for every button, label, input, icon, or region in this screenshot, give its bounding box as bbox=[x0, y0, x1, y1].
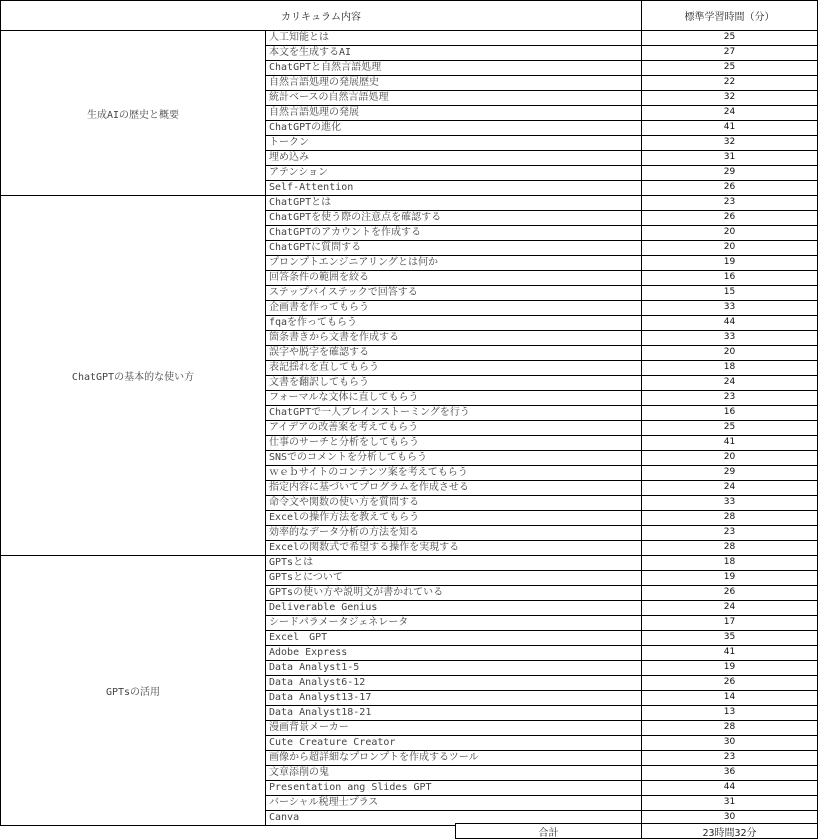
topic-cell: 効率的なデータ分析の方法を知る bbox=[265, 525, 642, 541]
topic-cell: 本文を生成するAI bbox=[265, 45, 642, 61]
topic-cell: フォーマルな文体に直してもらう bbox=[265, 390, 642, 406]
minutes-cell: 31 bbox=[641, 795, 818, 811]
total-label: 合計 bbox=[455, 823, 642, 839]
topic-cell: アイデアの改善案を考えてもらう bbox=[265, 420, 642, 436]
minutes-cell: 44 bbox=[641, 780, 818, 796]
topic-cell: 命令文や関数の使い方を質問する bbox=[265, 495, 642, 511]
topic-cell: Data Analyst13-17 bbox=[265, 690, 642, 706]
minutes-cell: 36 bbox=[641, 765, 818, 781]
minutes-cell: 20 bbox=[641, 240, 818, 256]
minutes-cell: 32 bbox=[641, 90, 818, 106]
topic-cell: Data Analyst1-5 bbox=[265, 660, 642, 676]
minutes-cell: 20 bbox=[641, 450, 818, 466]
minutes-cell: 24 bbox=[641, 600, 818, 616]
category-cell: 生成AIの歴史と概要 bbox=[0, 30, 266, 196]
topic-cell: GPTsとは bbox=[265, 555, 642, 571]
category-cell: ChatGPTの基本的な使い方 bbox=[0, 195, 266, 556]
minutes-cell: 29 bbox=[641, 165, 818, 181]
topic-cell: 仕事のサーチと分析をしてもらう bbox=[265, 435, 642, 451]
minutes-cell: 30 bbox=[641, 735, 818, 751]
topic-cell: GPTsの使い方や説明文が書かれている bbox=[265, 585, 642, 601]
topic-cell: 誤字や脱字を確認する bbox=[265, 345, 642, 361]
minutes-cell: 41 bbox=[641, 120, 818, 136]
topic-cell: 箇条書きから文書を作成する bbox=[265, 330, 642, 346]
minutes-cell: 14 bbox=[641, 690, 818, 706]
minutes-cell: 23 bbox=[641, 750, 818, 766]
minutes-cell: 33 bbox=[641, 495, 818, 511]
topic-cell: Data Analyst18-21 bbox=[265, 705, 642, 721]
topic-cell: ｗｅｂサイトのコンテンツ案を考えてもらう bbox=[265, 465, 642, 481]
topic-cell: Excelの操作方法を教えてもらう bbox=[265, 510, 642, 526]
topic-cell: ChatGPTに質問する bbox=[265, 240, 642, 256]
topic-cell: Canva bbox=[265, 810, 642, 826]
topic-cell: GPTsとについて bbox=[265, 570, 642, 586]
topic-cell: Adobe Express bbox=[265, 645, 642, 661]
minutes-cell: 28 bbox=[641, 540, 818, 556]
topic-cell: シードパラメータジェネレータ bbox=[265, 615, 642, 631]
minutes-cell: 24 bbox=[641, 375, 818, 391]
minutes-cell: 15 bbox=[641, 285, 818, 301]
minutes-cell: 28 bbox=[641, 720, 818, 736]
topic-cell: Excel GPT bbox=[265, 630, 642, 646]
topic-cell: 回答条件の範囲を絞る bbox=[265, 270, 642, 286]
minutes-cell: 25 bbox=[641, 60, 818, 76]
minutes-cell: 23 bbox=[641, 525, 818, 541]
topic-cell: Excelの関数式で希望する操作を実現する bbox=[265, 540, 642, 556]
topic-cell: Presentation ang Slides GPT bbox=[265, 780, 642, 796]
topic-cell: 埋め込み bbox=[265, 150, 642, 166]
minutes-cell: 26 bbox=[641, 180, 818, 196]
topic-cell: ChatGPTで一人ブレインストーミングを行う bbox=[265, 405, 642, 421]
minutes-cell: 26 bbox=[641, 675, 818, 691]
topic-cell: Deliverable Genius bbox=[265, 600, 642, 616]
topic-cell: ChatGPTとは bbox=[265, 195, 642, 211]
minutes-cell: 16 bbox=[641, 405, 818, 421]
minutes-cell: 25 bbox=[641, 30, 818, 46]
curriculum-header: カリキュラム内容 bbox=[0, 0, 642, 31]
minutes-cell: 41 bbox=[641, 645, 818, 661]
minutes-cell: 13 bbox=[641, 705, 818, 721]
topic-cell: SNSでのコメントを分析してもらう bbox=[265, 450, 642, 466]
minutes-cell: 35 bbox=[641, 630, 818, 646]
topic-cell: 企画書を作ってもらう bbox=[265, 300, 642, 316]
minutes-cell: 16 bbox=[641, 270, 818, 286]
topic-cell: 文章添削の鬼 bbox=[265, 765, 642, 781]
minutes-cell: 18 bbox=[641, 555, 818, 571]
topic-cell: 自然言語処理の発展 bbox=[265, 105, 642, 121]
topic-cell: 指定内容に基づいてプログラムを作成させる bbox=[265, 480, 642, 496]
topic-cell: バーシャル税理士プラス bbox=[265, 795, 642, 811]
minutes-cell: 27 bbox=[641, 45, 818, 61]
minutes-cell: 23 bbox=[641, 195, 818, 211]
topic-cell: プロンプトエンジニアリングとは何か bbox=[265, 255, 642, 271]
minutes-cell: 31 bbox=[641, 150, 818, 166]
topic-cell: Cute Creature Creator bbox=[265, 735, 642, 751]
minutes-cell: 24 bbox=[641, 480, 818, 496]
topic-cell: 文書を翻訳してもらう bbox=[265, 375, 642, 391]
minutes-cell: 19 bbox=[641, 660, 818, 676]
topic-cell: ステップバイステックで回答する bbox=[265, 285, 642, 301]
minutes-cell: 25 bbox=[641, 420, 818, 436]
minutes-cell: 19 bbox=[641, 255, 818, 271]
topic-cell: アテンション bbox=[265, 165, 642, 181]
minutes-cell: 30 bbox=[641, 810, 818, 826]
minutes-cell: 23 bbox=[641, 390, 818, 406]
topic-cell: 人工知能とは bbox=[265, 30, 642, 46]
topic-cell: Self-Attention bbox=[265, 180, 642, 196]
topic-cell: 自然言語処理の発展歴史 bbox=[265, 75, 642, 91]
minutes-cell: 33 bbox=[641, 300, 818, 316]
topic-cell: fqaを作ってもらう bbox=[265, 315, 642, 331]
minutes-cell: 32 bbox=[641, 135, 818, 151]
minutes-cell: 26 bbox=[641, 210, 818, 226]
minutes-cell: 33 bbox=[641, 330, 818, 346]
minutes-cell: 20 bbox=[641, 225, 818, 241]
topic-cell: ChatGPTの進化 bbox=[265, 120, 642, 136]
minutes-cell: 17 bbox=[641, 615, 818, 631]
topic-cell: 画像から超詳細なプロンプトを作成するツール bbox=[265, 750, 642, 766]
minutes-cell: 24 bbox=[641, 105, 818, 121]
topic-cell: ChatGPTを使う際の注意点を確認する bbox=[265, 210, 642, 226]
topic-cell: ChatGPTのアカウントを作成する bbox=[265, 225, 642, 241]
topic-cell: 表記揺れを直してもらう bbox=[265, 360, 642, 376]
topic-cell: 漫画背景メーカー bbox=[265, 720, 642, 736]
minutes-cell: 44 bbox=[641, 315, 818, 331]
minutes-cell: 22 bbox=[641, 75, 818, 91]
minutes-cell: 19 bbox=[641, 570, 818, 586]
minutes-cell: 18 bbox=[641, 360, 818, 376]
topic-cell: トークン bbox=[265, 135, 642, 151]
topic-cell: ChatGPTと自然言語処理 bbox=[265, 60, 642, 76]
minutes-cell: 29 bbox=[641, 465, 818, 481]
minutes-cell: 20 bbox=[641, 345, 818, 361]
minutes-cell: 41 bbox=[641, 435, 818, 451]
minutes-cell: 26 bbox=[641, 585, 818, 601]
total-value: 23時間32分 bbox=[641, 823, 818, 839]
category-cell: GPTsの活用 bbox=[0, 555, 266, 826]
minutes-cell: 28 bbox=[641, 510, 818, 526]
study-time-header: 標準学習時間（分） bbox=[641, 0, 818, 31]
topic-cell: 統計ベースの自然言語処理 bbox=[265, 90, 642, 106]
topic-cell: Data Analyst6-12 bbox=[265, 675, 642, 691]
